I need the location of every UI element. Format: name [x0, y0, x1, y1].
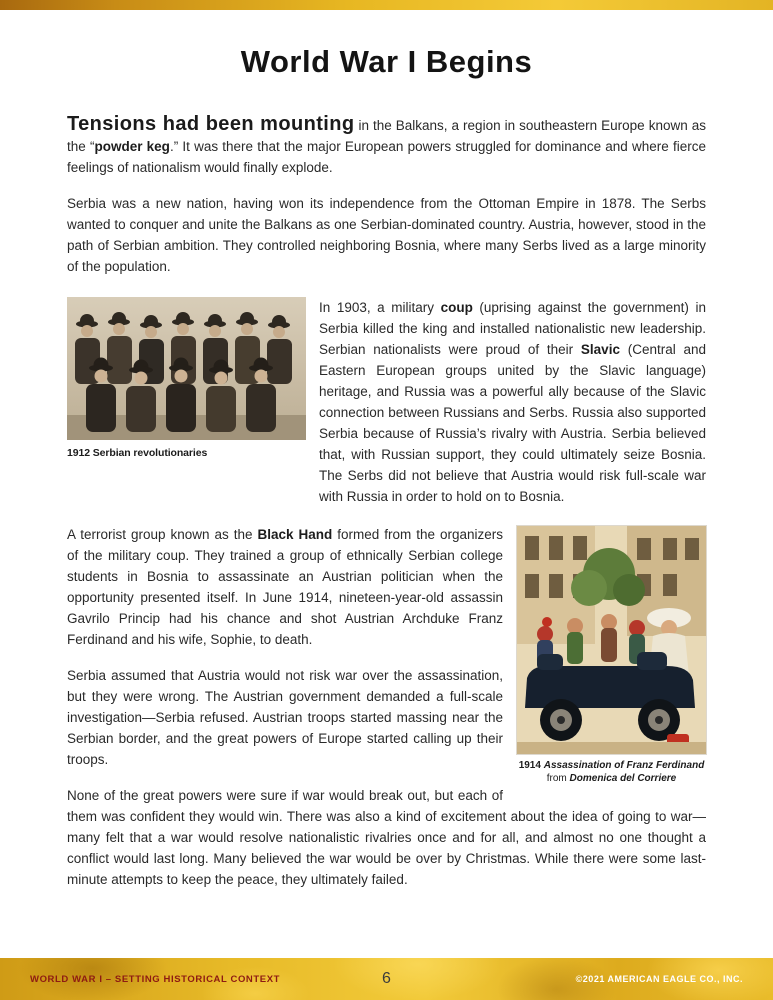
footer-section-title: WORLD WAR I – SETTING HISTORICAL CONTEXT — [30, 973, 281, 985]
paragraph-serbia-nation: Serbia was a new nation, having won its independence from the Ottoman Empire in 1878. The Serbs wanted to conquer and unite the Balkans as one Serbian-dominated country. Austria, however, stood in the path of Serbian ambition. They controlled neighboring Bosnia, where many Serbs lived as a large minority of the population. — [67, 196, 706, 274]
footer-copyright: ©2021 AMERICAN EAGLE CO., INC. — [575, 974, 743, 984]
illustration-svg — [517, 526, 706, 754]
assassination-section — [67, 524, 706, 890]
bold-term-coup: coup — [440, 300, 473, 315]
paragraph-great-powers: None of the great powers were sure if war would break out, but each of them was confident they would win. There was also a kind of excitement about the idea of going to war—many felt that a war would resolve nationalistic rivalries once and for all, and almost no one thought a conflict would last long. Many believed the war would be over by Christmas. While there were some last-minute attempts to keep the peace, they ultimately failed. — [67, 788, 706, 887]
content-area — [0, 114, 773, 890]
photo-caption: 1912 Serbian revolutionaries — [67, 447, 208, 459]
caption-source-italic: Domenica del Corriere — [569, 772, 677, 784]
photo-and-coup-row — [67, 297, 706, 507]
bold-term-slavic: Slavic — [580, 342, 620, 357]
caption-from: from — [546, 772, 570, 784]
figure-1912-photo — [67, 297, 306, 459]
illustration-caption — [517, 760, 706, 785]
paragraph-coup — [319, 297, 706, 507]
body-text: In 1903, a military — [319, 300, 441, 315]
body-text: .” It was there that the major European powers struggled for dominance and where fierce feelings of nationalism would finally explode. — [67, 139, 706, 175]
body-text: (Central and Eastern European groups united by the Slavic language) heritage, and Russia was a powerful ally because of the Slavic connection between Russians and Serbs. Russia also supported Serbia because of Russia’s rivalry with Austria. Serbia believed that, with Russian support, they could ultimately seize Bosnia. The Serbs did not believe that Austria would risk full-scale war with Russia in order to hold on to Bosnia. — [319, 342, 707, 504]
caption-title-italic: Assassination of Franz Ferdinand — [543, 760, 705, 771]
paragraph-intro — [67, 114, 706, 178]
paragraph-serbia-assumed: Serbia assumed that Austria would not risk war over the assassination, but they were wrong. The Austrian government demanded a full-scale investigation—Serbia refused. Austrian troops started massing near the Serbian border, and the great powers of Europe started calling up their troops. — [67, 668, 503, 767]
caption-year: 1914 — [518, 760, 544, 771]
figure-1914-illustration — [517, 526, 706, 785]
page-number: 6 — [382, 970, 391, 987]
body-text: in the Balkans, a region in southeastern Europe known as the “ — [67, 118, 706, 154]
photo-1912-serbian-revolutionaries — [67, 297, 306, 440]
body-text: A terrorist group known as the — [67, 527, 258, 542]
page-footer — [0, 958, 773, 1000]
photo-illustration-svg — [67, 297, 306, 440]
top-accent-bar — [0, 0, 773, 10]
body-text: formed from the organizers of the military coup. They trained a group of ethnically Serbian college students in Bosnia to assassinate an Austrian politician when the opportunity presented itself. In June 1914, nineteen-year-old assassin Gavrilo Princip had his chance and shot Austrian Archduke Franz Ferdinand and his wife, Sophie, to death. — [67, 527, 503, 647]
bold-term-powder-keg: powder keg — [94, 139, 170, 154]
body-text: (uprising against the government) in Serbia killed the king and installed nationalistic new leadership. Serbian nationalists were proud of their — [319, 300, 706, 357]
bold-term-black-hand: Black Hand — [257, 527, 333, 542]
page-title: World War I Begins — [240, 44, 533, 79]
illustration-assassination-of-franz-ferdinand — [517, 526, 706, 754]
lead-in-text: Tensions had been mounting — [67, 113, 355, 135]
